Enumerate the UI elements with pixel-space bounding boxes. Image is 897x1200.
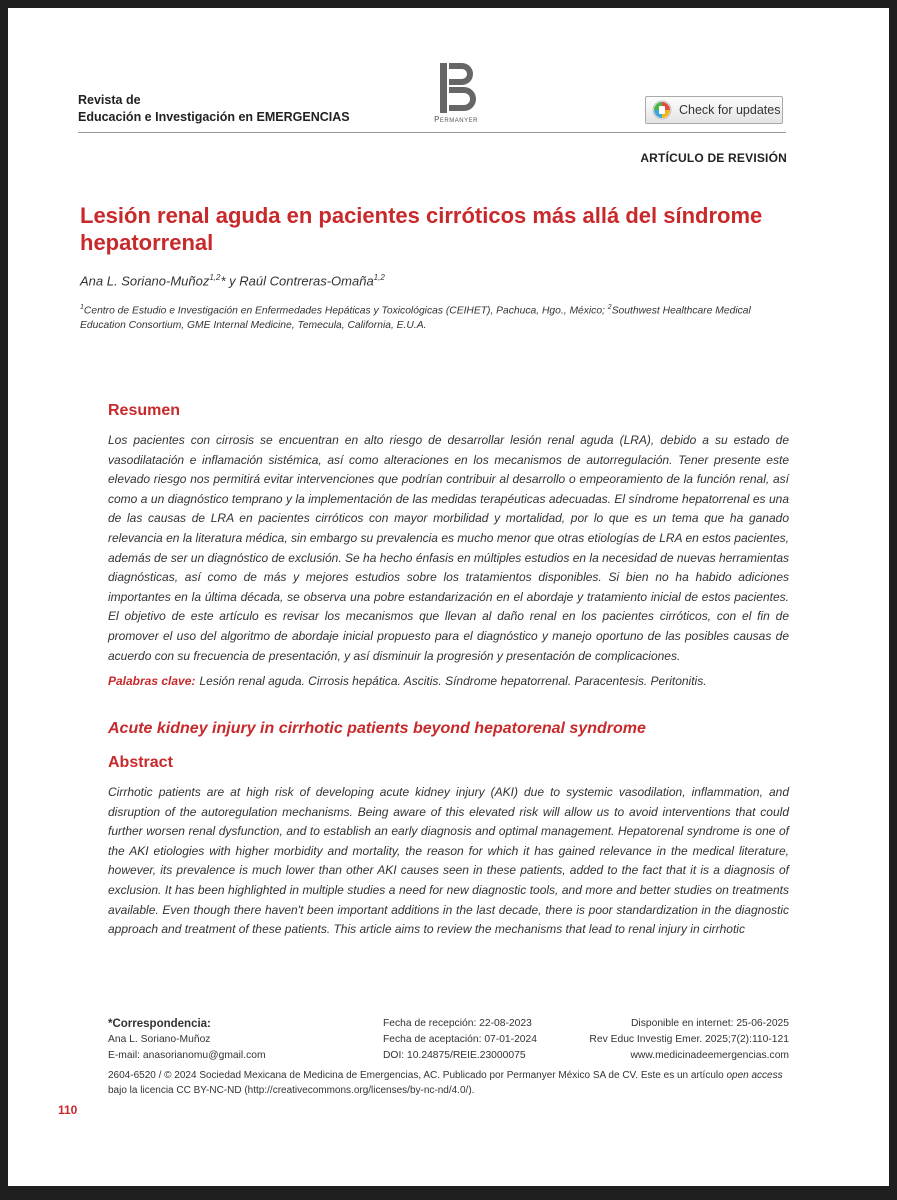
affiliation-text: Centro de Estudio e Investigación en Enfermedades Hepáticas y Toxicológicas (CEIHET), Pachuca, Hgo., México; [83,305,608,317]
resumen-text: Los pacientes con cirrosis se encuentran en alto riesgo de desarrollar lesión renal aguda (LRA), debido a su estado de vasodilatación e inflamación sistémica, así como alteraciones en los mecanismos de autorregulación. Tener presente este elevado riesgo nos permitirá evitar intervenciones que podrían contribuir al desarrollo o empeoramiento de la función renal, así como a un diagnóstico temprano y la implementación de las medidas terapéuticas adecuadas. El síndrome hepatorrenal es una de las causas de LRA en pacientes cirróticos con mayor morbilidad y mortalidad, por lo que es un tema que ha ganado relevancia en la literatura médica, sin embargo su prevalencia es mucho menor que otras etiologías de LRA en estos pacientes, además de ser un diagnóstico de exclusión. Se ha hecho énfasis en múltiples estudios en la necesidad de nuevas herramientas diagnósticas, así como de más y mejores estudios sobre los tratamientos disponibles. Si bien no ha habido adiciones importantes en la última década, se observa una pobre estandarización en el abordaje y tratamiento inicial de estos pacientes. El objetivo de este artículo es revisar los mecanismos que llevan al daño renal en los pacientes cirróticos, con el fin de promover el uso del algoritmo de abordaje inicial propuesto para el diagnóstico y manejo oportuno de las posibles causas de acuerdo con su frecuencia de presentación, y así disminuir la progresión y presentación de complicaciones. [108,433,789,663]
article-type: ARTÍCULO DE REVISIÓN [640,151,787,165]
correspondence-name: Ana L. Soriano-Muñoz [108,1034,211,1045]
accepted-date: Fecha de aceptación: 07-01-2024 [383,1034,537,1045]
article-page [8,8,889,1186]
journal-name [78,92,350,126]
author-name: Raúl Contreras-Omaña [239,273,374,289]
keywords-list: Lesión renal aguda. Cirrosis hepática. Ascitis. Síndrome hepatorrenal. Paracentesis. Peritonitis. [199,674,707,688]
permanyer-logo-icon [436,63,476,113]
license-text [108,1068,789,1098]
crossmark-icon [652,100,672,120]
affiliation-text: Southwest Healthcare Medical Education Consortium, GME Internal Medicine, Temecula, California, E.U.A. [80,305,751,332]
author-affiliation-sup: 1,2 [209,273,221,282]
affiliations [80,300,790,333]
check-for-updates-button[interactable] [645,96,783,124]
publisher-logo [416,63,496,124]
correspondence-email[interactable]: E-mail: anasorianomu@gmail.com [108,1050,266,1061]
corresponding-mark: * [220,273,226,289]
affiliation-sup: 1 [80,304,84,311]
author-affiliation-sup: 1,2 [373,273,385,282]
author-separator: y [225,273,240,289]
check-for-updates-label: Check for updates [679,103,781,117]
article-footer [108,1016,789,1098]
available-date: Disponible en internet: 25-06-2025 [631,1018,789,1029]
doi[interactable]: DOI: 10.24875/REIE.23000075 [383,1050,526,1061]
open-access-text: open access [726,1070,783,1081]
abstract-heading: Abstract [108,754,173,771]
correspondence-label: *Correspondencia: [108,1018,211,1030]
journal-website[interactable]: www.medicinadeemergencias.com [630,1050,789,1061]
publisher-name: Permanyer [434,115,478,124]
keywords-label: Palabras clave: [108,674,196,688]
header-divider [78,132,786,133]
license-part2: bajo la licencia CC BY-NC-ND (http://creativecommons.org/licenses/by-nc-nd/4.0/). [108,1085,475,1096]
license-part1: 2604-6520 / © 2024 Sociedad Mexicana de Medicina de Emergencias, AC. Publicado por Permanyer México SA de CV. Este es un artículo [108,1070,727,1081]
authors [80,273,385,288]
article-title: Lesión renal aguda en pacientes cirróticos más allá del síndrome hepatorrenal [80,203,763,255]
citation: Rev Educ Investig Emer. 2025;7(2):110-121 [589,1034,789,1045]
journal-name-line1: Revista de [78,93,141,107]
english-title: Acute kidney injury in cirrhotic patients beyond hepatorenal syndrome [108,720,646,737]
page-number: 110 [58,1103,78,1117]
journal-name-line2: Educación e Investigación en EMERGENCIAS [78,110,350,124]
author-name: Ana L. Soriano-Muñoz [80,273,210,289]
received-date: Fecha de recepción: 22-08-2023 [383,1018,532,1029]
resumen-heading: Resumen [108,402,181,419]
affiliation-sup: 2 [607,304,612,311]
keywords [108,674,707,688]
abstract-text: Cirrhotic patients are at high risk of developing acute kidney injury (AKI) due to systemic vasodilation, inflammation, and disruption of the autoregulation mechanisms. Being aware of this elevated risk will allow us to avoid interventions that could further worsen renal dysfunction, and to establish an early diagnosis and optimal management. Hepatorenal syndrome is one of the AKI etiologies with higher morbidity and mortality, the reason for which it has gained relevance in the medical literature, however, its prevalence is much lower than other AKI causes seen in these patients, added to the fact that it is a diagnosis of exclusion. It has been highlighted in multiple studies a need for new diagnostic tools, and more and better studies on treatments available. Even though there haven't been important additions in the last decade, there is poor standardization in the diagnostic approach and treatment of these patients. This article aims to review the mechanisms that lead to renal injury in cirrhotic [108,785,789,937]
